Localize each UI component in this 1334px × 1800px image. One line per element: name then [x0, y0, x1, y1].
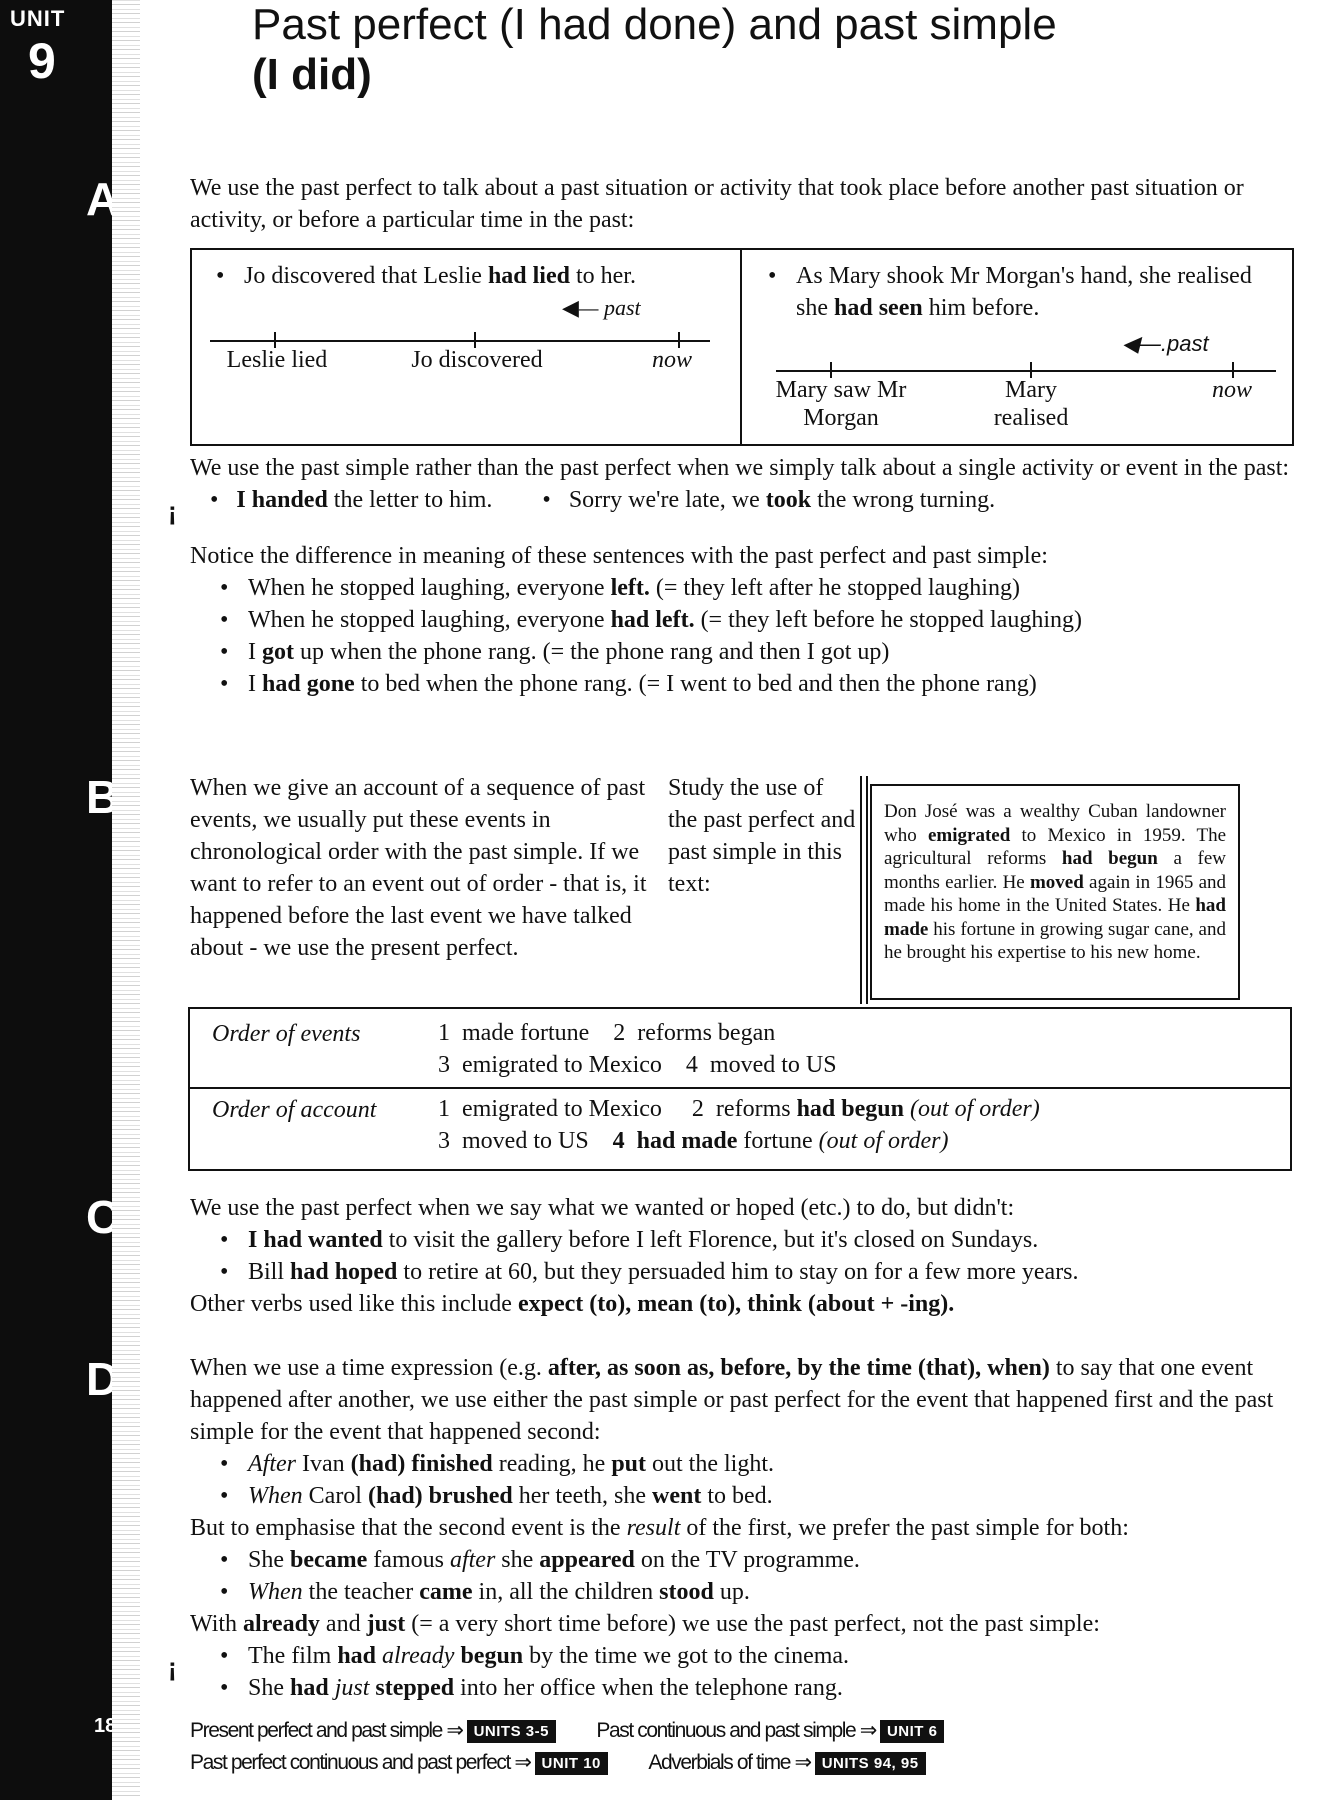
don-jose-text: Don José was a wealthy Cuban landowner who emigrated to Mexico in 1959. The agricultural reforms had begun a few months earlier. He moved again in 1965 and made his home in the United States. He had made his fortune in growing sugar cane, and he brought his expertise to his new home. — [870, 784, 1240, 1000]
order-events-list: 1 made fortune 2 reforms began 3 emigrated to Mexico 4 moved to US — [438, 1020, 837, 1078]
cross-ref-link[interactable]: Past perfect continuous and past perfect ⇒ UNIT 10 — [190, 1751, 608, 1774]
timeline-right — [776, 370, 1276, 372]
section-marker-a: A — [86, 173, 120, 225]
order-account-label: Order of account — [212, 1097, 377, 1123]
label-mary-saw: Mary saw Mr Morgan — [775, 377, 907, 431]
example-item: • When he stopped laughing, everyone had left. (= they left before he stopped laughing) — [210, 604, 1290, 636]
intro-text: We use the past perfect to talk about a past situation or activity that took place before another past situation or activity, or before a particular time in the past: — [190, 175, 1244, 233]
unit-sidebar — [0, 0, 120, 1800]
c-intro: We use the past perfect when we say what we wanted or hoped (etc.) to do, but didn't: — [190, 1195, 1015, 1221]
example-item: • I had wanted to visit the gallery before I left Florence, but it's closed on Sundays. — [210, 1224, 1290, 1256]
section-d — [190, 1352, 1290, 1704]
col2-text: Study the use of the past perfect and past simple in this text: — [668, 775, 856, 897]
section-b-col1 — [190, 772, 650, 964]
section-c — [190, 1192, 1290, 1320]
example-item: • After Ivan (had) finished reading, he put out the light. — [210, 1448, 1290, 1480]
cross-ref-link[interactable]: Adverbials of time ⇒ UNITS 94, 95 — [648, 1751, 925, 1774]
title-line-1: Past perfect (I had done) and past simple — [252, 0, 1057, 49]
cross-ref-row-1 — [190, 1718, 944, 1743]
warning-icon: ¡ — [168, 1652, 177, 1682]
example-item: • When Carol (had) brushed her teeth, she went to bed. — [210, 1480, 1290, 1512]
example-item: • Sorry we're late, we took the wrong turning. — [542, 487, 996, 513]
example-item: • I handed the letter to him. — [210, 487, 493, 513]
past-arrow-left: ◀— past — [562, 295, 641, 320]
cross-ref-link[interactable]: Present perfect and past simple ⇒ UNITS 3-5 — [190, 1719, 556, 1742]
section-marker-d: D — [86, 1353, 120, 1405]
box-divider — [740, 250, 742, 444]
simple-intro: We use the past simple rather than the past perfect when we simply talk about a single activity or event in the past: — [190, 455, 1290, 481]
section-a-intro — [190, 172, 1280, 236]
example-item: • As Mary shook Mr Morgan's hand, she realised she had seen him before. — [758, 260, 1278, 324]
label-mary-realised: Mary realised — [993, 377, 1069, 431]
title-line-2: (I did) — [252, 50, 372, 99]
unit-number: 9 — [28, 33, 56, 89]
example-item: • She had just stepped into her office when the telephone rang. — [210, 1672, 1290, 1704]
page-number: 18 — [94, 1715, 117, 1737]
label-now-right: now — [1211, 377, 1252, 403]
d-but: But to emphasise that the second event is the result of the first, we prefer the past simple for both: — [190, 1515, 1129, 1541]
timeline-right-sentence — [758, 260, 1278, 324]
simple-examples — [190, 484, 1290, 516]
page-title — [252, 0, 1057, 100]
order-account-list: 1 emigrated to Mexico 2 reforms had begun (out of order) 3 moved to US 4 had made fortune (out of order) — [438, 1096, 1040, 1154]
example-item: • Bill had hoped to retire at 60, but they persuaded him to stay on for a few more years. — [210, 1256, 1290, 1288]
book-page-edge — [860, 776, 868, 1004]
edge-texture — [112, 0, 140, 1800]
order-events-label: Order of events — [212, 1021, 361, 1047]
example-item: • Jo discovered that Leslie had lied to her. — [206, 260, 726, 292]
d-intro: When we use a time expression (e.g. after, as soon as, before, by the time (that), when) to say that one event happened after another, we use either the past simple or past perfect for the event that happened first and the past simple for the event that happened second: — [190, 1355, 1274, 1445]
example-item: • She became famous after she appeared on the TV programme. — [210, 1544, 1290, 1576]
example-item: • I got up when the phone rang. (= the phone rang and then I got up) — [210, 636, 1290, 668]
timeline-left — [210, 340, 710, 342]
notice-text: Notice the difference in meaning of these sentences with the past perfect and past simple: — [190, 543, 1048, 569]
section-a-simple — [190, 452, 1290, 700]
section-marker-c: C — [86, 1191, 120, 1243]
unit-label: UNIT — [10, 6, 66, 31]
section-b-col2 — [668, 772, 858, 900]
example-item: • The film had already begun by the time we got to the cinema. — [210, 1640, 1290, 1672]
label-jo-discovered: Jo discovered — [411, 347, 543, 373]
cross-ref-row-2 — [190, 1750, 926, 1775]
warning-icon: ¡ — [168, 496, 177, 526]
col1-text: When we give an account of a sequence of past events, we usually put these events in chronological order with the past simple. If we want to refer to an event out of order - that is, it happened before the last event we have talked about - we use the present perfect. — [190, 775, 647, 961]
example-item: • When the teacher came in, all the children stood up. — [210, 1576, 1290, 1608]
label-leslie-lied: Leslie lied — [226, 347, 328, 373]
section-marker-b: B — [86, 771, 120, 823]
label-now-left: now — [651, 347, 692, 373]
past-arrow-right: ◀—.past — [1122, 331, 1209, 356]
order-of-events-row — [190, 1017, 1290, 1089]
timeline-left-sentence — [206, 260, 726, 292]
timeline-box — [190, 248, 1294, 446]
c-other-verbs: Other verbs used like this include expect (to), mean (to), think (about + -ing). — [190, 1291, 955, 1317]
order-table — [188, 1007, 1292, 1171]
example-item: • When he stopped laughing, everyone left. (= they left after he stopped laughing) — [210, 572, 1290, 604]
example-item: • I had gone to bed when the phone rang. (= I went to bed and then the phone rang) — [210, 668, 1290, 700]
d-with: With already and just (= a very short time before) we use the past perfect, not the past simple: — [190, 1611, 1100, 1637]
cross-ref-link[interactable]: Past continuous and past simple ⇒ UNIT 6 — [596, 1719, 944, 1742]
